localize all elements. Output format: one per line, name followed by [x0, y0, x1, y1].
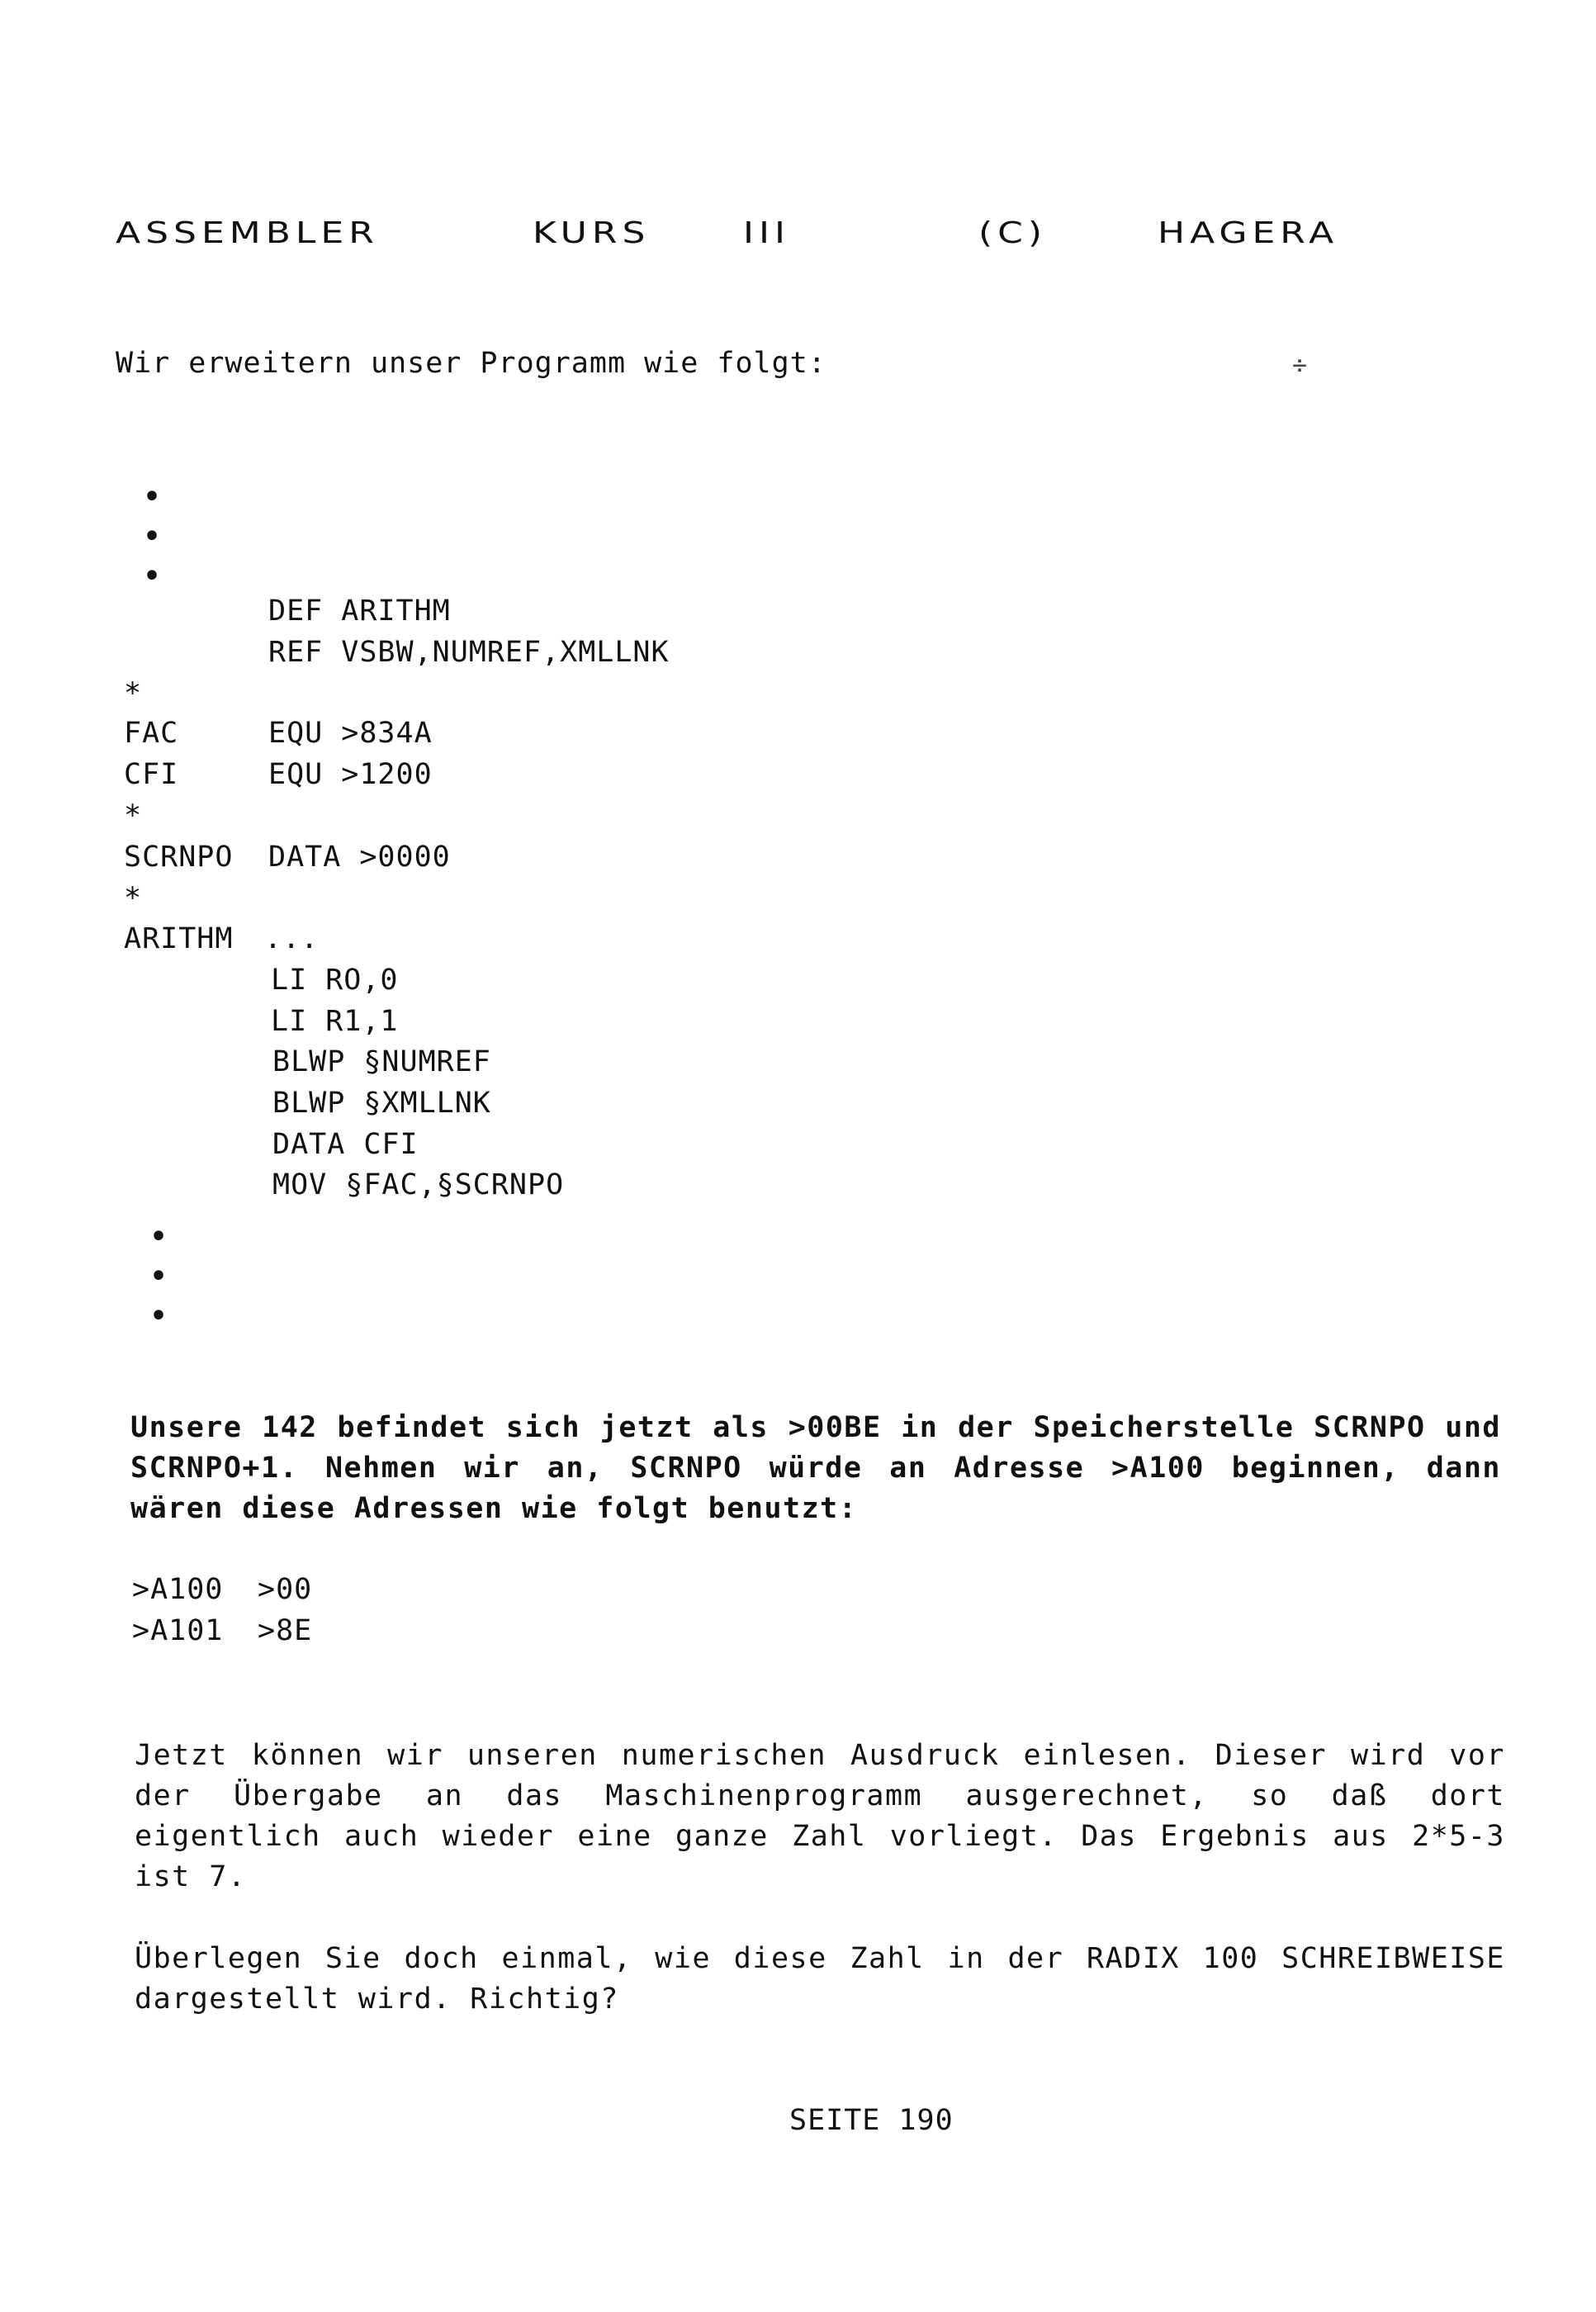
code-instruction: DATA >0000: [268, 841, 451, 874]
code-label: *: [124, 677, 143, 710]
code-label: *: [124, 882, 143, 915]
code-instruction: BLWP §XMLLNK: [272, 1087, 491, 1120]
page-number: SEITE 190: [789, 2104, 954, 2137]
header-course: ASSEMBLER: [116, 216, 379, 250]
ellipsis-dot: •: [149, 1297, 169, 1335]
code-label: *: [124, 799, 143, 832]
margin-mark: ÷: [1292, 351, 1308, 380]
code-instruction: EQU >834A: [268, 717, 433, 750]
code-label: ARITHM: [124, 922, 234, 955]
header-copyright: (C): [978, 216, 1048, 250]
memory-value: >00: [258, 1573, 313, 1606]
code-instruction: DATA CFI: [272, 1128, 419, 1161]
code-instruction: LI RO,0: [271, 964, 399, 997]
code-instruction: BLWP §NUMREF: [272, 1045, 491, 1078]
code-label: FAC: [124, 717, 179, 750]
memory-address: >A101: [132, 1614, 224, 1647]
memory-value: >8E: [258, 1614, 313, 1647]
ellipsis-dot: •: [149, 1258, 169, 1296]
paragraph-radix: Überlegen Sie doch einmal, wie diese Zahl in der RADIX 100 SCHREIBWEISE dargestellt wird. Richtig?: [135, 1942, 1505, 2016]
memory-address: >A100: [132, 1573, 224, 1606]
paragraph-expression: Jetzt können wir unseren numerischen Ausdruck einlesen. Dieser wird vor der Übergabe an das Maschinenprogramm ausgerechnet, so daß dort eigentlich auch wieder eine ganze Zahl vorliegt. Das Ergebnis aus 2*5-3 ist 7.: [135, 1739, 1505, 1893]
code-instruction: LI R1,1: [271, 1005, 399, 1038]
code-instruction: REF VSBW,NUMREF,XMLLNK: [268, 636, 670, 669]
ellipsis-dot: •: [142, 518, 163, 556]
paragraph-memory-location: Unsere 142 befindet sich jetzt als >00BE in der Speicherstelle SCRNPO und SCRNPO+1. Nehmen wir an, SCRNPO würde an Adresse >A100 beginnen, dann wären diese Adressen wie folgt benutzt:: [130, 1411, 1501, 1525]
code-instruction: DEF ARITHM: [268, 595, 451, 628]
code-label: SCRNPO: [124, 841, 234, 874]
header-part: III: [743, 216, 790, 250]
ellipsis-dot: •: [142, 478, 163, 516]
header-author: HAGERA: [1158, 216, 1339, 250]
ellipsis-dot: •: [149, 1218, 169, 1256]
code-label: CFI: [124, 758, 179, 791]
code-instruction: EQU >1200: [268, 758, 433, 791]
code-instruction: MOV §FAC,§SCRNPO: [272, 1168, 565, 1201]
ellipsis-dot: •: [142, 557, 163, 595]
code-instruction: ...: [264, 922, 320, 955]
intro-text: Wir erweitern unser Programm wie folgt:: [116, 347, 826, 380]
header-kurs: KURS: [533, 216, 651, 250]
